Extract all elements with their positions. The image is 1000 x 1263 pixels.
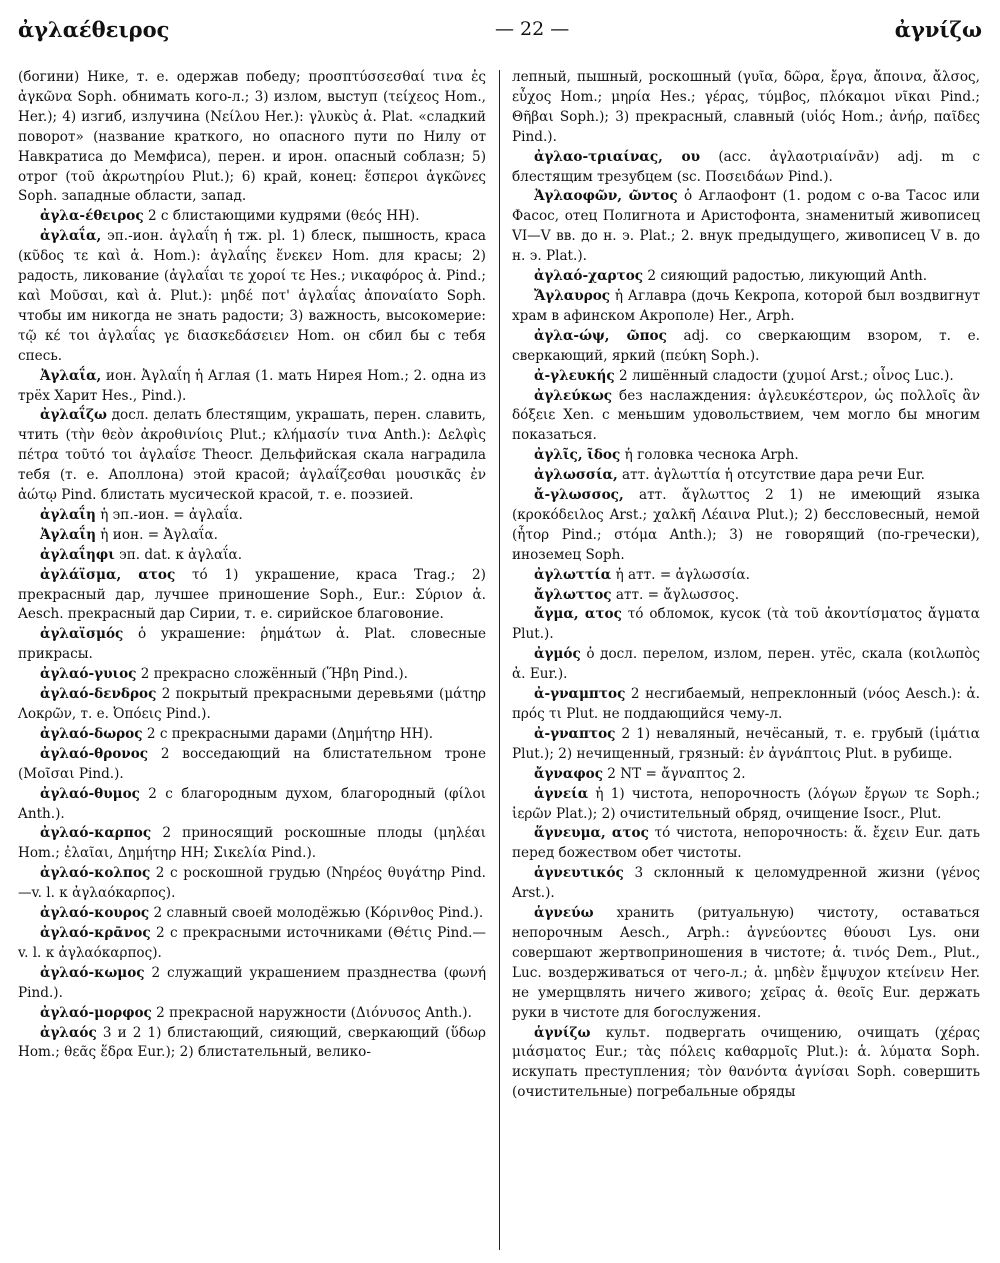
dictionary-entry [18,1004,486,1024]
dictionary-entry [512,685,980,725]
dictionary-entry [18,227,486,366]
headword: ἀγλαό-δωρος [40,725,143,742]
headword: ἀ-γναπτος [534,725,616,742]
headword: ἀγλαό-θρονος [40,745,149,762]
definition: adj. со сверкающим взором, т. е. сверкающий, яркий (πεύκη Soph.). [512,327,981,364]
headword: Ἀγλαΐη [40,526,96,543]
definition: ион. Ἀγλαΐη ἡ Аглая (1. мать Нирея Hom.; 2. одна из трёх Харит Hes., Pind.). [18,367,486,404]
headword: ἁγνευτικός [534,865,624,882]
dictionary-entry [512,466,980,486]
definition: 2 с прекрасными источниками (Θέτις Pind.—v. l. к ἀγλαόκαρπος). [18,924,486,961]
dictionary-entry [18,725,486,745]
dictionary-entry [512,645,980,685]
headword: ἁγνίζω [534,1024,591,1041]
definition: ὁ досл. перелом, излом, перен. утёс, скала (κοιλωπὸς ἀ. Eur.). [512,646,980,683]
headword: ἀγλαό-κωμος [40,964,145,981]
definition: ὁ украшение: ῥημάτων ἀ. Plat. словесные прикрасы. [18,626,486,663]
definition: без наслаждения: ἀγλευκέστερον, ὡς πολλοῖς ἂν δόξειε Xen. с меньшим удовольствием, чем могло бы многим показаться. [512,387,980,444]
headword: Ἀγλαοφῶν, ῶντος [534,188,678,205]
headword: ἀγλαό-κρᾱνος [40,924,151,941]
definition: (богини) Нике, т. е. одержав победу; προσπτύσσεσθαί τινα ἐς ἀγκῶνα Soph. обнимать кого-л.; 3) излом, выступ (τείχεος Hom., Her.); 4) изгиб, излучина (Νείλου Her.): γλυκὺς ἀ. Plat. «сладкий поворот» (название краткого, но опасного пути по Нилу от Навкратиса до Мемфиса), перен. и ирон. опасный соблазн; 5) отрог (τοῦ ἀκρωτηρίου Plut.); 6) край, конец: ἕσπεροι ἀγκῶνες Soph. западные области, запад. [18,69,486,205]
definition: 2 с благородным духом, благородный (φίλοι Anth.). [18,785,486,822]
dictionary-entry [512,486,980,566]
dictionary-entry [18,685,486,725]
headword: ἀγλα-ώψ, ῶπος [534,327,667,344]
dictionary-entry [18,864,486,904]
page-header [18,12,982,46]
definition: τό 1) украшение, краса Trag.; 2) прекрасный дар, лучшее приношение Soph., Eur.: Σύριον ἀ. Aesch. прекрасный дар Сирии, т. е. сирийское благовоние. [18,566,486,623]
definition: τό обломок, кусок (τὰ τοῦ ἀκοντίσματος ἄγματα Plut.). [512,606,980,643]
headword: ἀγλαΐζω [40,407,107,424]
dictionary-entry [18,1024,486,1064]
dictionary-entry [512,267,980,287]
definition: атт. ἄγλωττος 2 1) не имеющий языка (κροκόδειλος Arst.; χαλκῆ Λέαινα Plut.); 2) бессловесный, немой (ἦτορ Pind.; στόμα Anth.); 3) не говорящий (по-гречески), иноземец Soph. [512,487,980,563]
dictionary-entry [18,924,486,964]
dictionary-entry [18,68,486,207]
dictionary-entry [18,824,486,864]
definition: 2 прекрасной наружности (Διόνυσος Anth.). [151,1004,472,1021]
definition: атт. = ἄγλωσσος. [611,586,740,603]
dictionary-entry [512,187,980,267]
headword: ἀγλαϊσμός [40,626,124,643]
definition: досл. делать блестящим, украшать, перен. славить, чтить (τὴν θεὸν ἀκροθινίοις Plut.; κλήμασίν τινα Anth.): Δελφὶς πέτρα τοῦτό τοι ἀγλαΐσε Theocr. Дельфийская скала наградила тебя (т. е. Аполлона) этой красой; ἀγλαΐζεσθαι μουσικᾶς ἐν ἀώτῳ Pind. блистать мусической красой, т. е. поэзией. [18,407,486,504]
dictionary-entry [512,68,980,148]
dictionary-entry [18,406,486,506]
definition: лепный, пышный, роскошный (γυῖα, δῶρα, ἔργα, ἄποινα, ἄλσος, εὖχος Hom.; μηρία Hes.; γέρας, τύμβος, πλόκαμοι νῖκαι Pind.; Θῆβαι Soph.); 3) прекрасный, славный (υἱός Hom.; ἀνήρ, παῖδες Pind.). [512,69,980,145]
headword: ἀγλαό-κουρος [40,905,150,922]
headword: ἀγλαό-δενδρος [40,686,157,703]
dictionary-entry [512,367,980,387]
headword: ἀγλαΐηφι [40,546,115,563]
dictionary-entry [18,566,486,626]
definition: атт. ἀγλωττία ἡ отсутствие дара речи Eur. [617,467,925,484]
headword: ἅγνευμα, ατος [534,825,649,842]
right-column [512,68,980,1103]
headword: ἀγλαό-χαρτος [534,268,644,285]
definition: τό чистота, непорочность: ἅ. ἔχειν Eur. дать перед божеством обет чистоты. [512,825,980,862]
dictionary-entry [512,824,980,864]
definition: 2 лишённый сладости (χυμοί Arst.; οἶνος Luc.). [614,367,954,384]
headword: ἀγμός [534,646,581,663]
definition: 3 и 2 1) блистающий, сияющий, сверкающий (ὕδωρ Hom.; θεᾶς ἕδρα Eur.); 2) блистательный, велико- [18,1024,486,1061]
dictionary-entry [18,745,486,785]
headword: ἀγλαό-καρπος [40,825,152,842]
header-first-word: ἀγλαέθειρος [18,16,170,42]
dictionary-entry [512,287,980,327]
page-number: — 22 — [494,18,570,40]
dictionary-entry [18,546,486,566]
dictionary-entry [512,566,980,586]
definition: (acc. ἀγλαοτριαίνᾱν) adj. m с блестящим трезубцем (sc. Ποσειδάων Pind.). [512,148,980,185]
definition: 2 с роскошной грудью (Νηρέος θυγάτηρ Pind.—v. l. к ἀγλαόκαρπος). [18,865,486,902]
dictionary-entry [512,904,980,1023]
definition: ἡ 1) чистота, непорочность (λόγων ἔργων τε Soph.; ἱερῶν Plat.); 2) очистительный обряд, очищение Isocr., Plut. [512,785,980,822]
definition: 2 прекрасно сложённый (Ἥβη Pind.). [136,666,408,683]
headword: ἀγλαΐη [40,506,96,523]
header-last-word: ἀγνίζω [894,16,982,42]
headword: ἀγλαό-θυμος [40,785,140,802]
definition: ἡ атт. = ἀγλωσσία. [611,566,750,583]
dictionary-entry [18,367,486,407]
headword: ἀγλαό-γυιος [40,666,137,683]
dictionary-entry [512,605,980,645]
headword: ἀγλάϊσμα, ατος [40,566,176,583]
dictionary-entry [18,526,486,546]
headword: Ἄγλαυρος [534,287,611,304]
definition: 2 приносящий роскошные плоды (μηλέαι Hom.; ἐλαῖαι, Δημήτηρ HH; Σικελία Pind.). [18,825,486,862]
headword: ἄγναφος [534,765,603,782]
dictionary-entry [18,207,486,227]
definition: ἡ эп.-ион. = ἀγλαΐα. [95,506,243,523]
dictionary-entry [512,586,980,606]
definition: 2 несгибаемый, непреклонный (νόος Aesch.): ἀ. πρός τι Plut. не поддающийся чему-л. [512,686,980,722]
headword: ἀ-γναμπτος [534,686,626,703]
headword: ἀγλωττία [534,566,612,583]
headword: ἁγνεία [534,785,589,802]
definition: ἡ Аглавра (дочь Кекропа, которой был воздвигнут храм в афинском Акрополе) Her., Arph. [512,287,980,324]
dictionary-entry [512,387,980,447]
headword: ἀγλεύκως [534,387,613,404]
definition: эп. dat. к ἀγλαΐα. [114,546,243,563]
dictionary-entry [18,785,486,825]
definition: хранить (ритуальную) чистоту, оставаться непорочным Aesch., Arph.: ἁγνεύοντες θύουσι Lys. они совершают жертвоприношения в чистоте; ἁ. τινός Dem., Plut., Luc. воздерживаться от чего-л.; ἁ. μηδὲν ἔμψυχον κτείνειν Her. не умерщвлять ничего живого; χεῖρας ἁ. θεοῖς Eur. держать руки в чистоте для богослужения. [512,905,980,1021]
dictionary-entry [512,148,980,188]
dictionary-entry [512,327,980,367]
dictionary-entry [512,864,980,904]
definition: 2 славный своей молодёжью (Κόρινθος Pind.). [149,905,484,922]
column-divider [499,70,500,1250]
dictionary-entry [18,665,486,685]
definition: 2 1) неваляный, нечёсаный, т. е. грубый (ἱμάτια Plut.); 2) нечищенный, грязный: ἐν ἀγνάπτοις Plut. в рубище. [512,725,980,762]
definition: 2 с прекрасными дарами (Δημήτηρ HH). [142,725,434,742]
definition: 2 служащий украшением празднества (φωνή Pind.). [18,964,486,1001]
definition: 2 NT = ἄγναπτος 2. [602,765,746,782]
headword: ἀγλωσσία, [534,467,618,484]
headword: ἀγλαό-μορφος [40,1004,152,1021]
headword: ἀγλαό-κολπος [40,865,151,882]
dictionary-entry [512,446,980,466]
dictionary-entry [512,765,980,785]
headword: ἄ-γλωσσος, [534,487,624,504]
definition: 2 сияющий радостью, ликующий Anth. [643,268,928,285]
dictionary-entry [18,964,486,1004]
dictionary-entry [512,725,980,765]
headword: ἄγμα, ατος [534,606,622,623]
headword: ἀγλαο-τριαίνας, ου [534,148,701,165]
definition: 3 склонный к целомудренной жизни (γένος Arst.). [512,865,980,902]
headword: Ἀγλαΐα, [40,367,102,384]
definition: культ. подвергать очищению, очищать (χέρας μιάσματος Eur.; τὰς πόλεις καθαρμοῖς Plut.): ἁ. λύματα Soph. искупать преступления; τὸν θανόντα ἁγνίσαι Soph. совершить (очистительные) погребальные обряды [512,1024,980,1101]
dictionary-entry [512,785,980,825]
definition: 2 с блистающими кудрями (θεός HH). [143,208,420,225]
dictionary-entry [18,904,486,924]
definition: 2 восседающий на блистательном троне (Μοῖσαι Pind.). [18,745,486,782]
definition: эп.-ион. ἀγλαΐη ἡ тж. pl. 1) блеск, пышность, краса (κῦδος τε καὶ ἀ. Hom.): ἀγλαΐης ἕνεκεν Hom. для красы; 2) радость, ликование (ἀγλαΐαι τε χοροί τε Hes.; νικαφόρος ἀ. Pind.; καὶ Μοῦσαι, καὶ ἀ. Plut.): μηδέ ποτ' ἀγλαΐας ἀποναίατο Soph. чтобы им никогда не знать радости; 3) важность, высокомерие: τῷ κέ τοι ἀγλαΐας γε διασκεδάσειεν Hom. он сбил бы с тебя спесь. [18,228,486,364]
definition: ἡ ион. = Ἀγλαΐα. [95,526,218,543]
headword: ἀγλαός [40,1024,97,1041]
dictionary-entry [18,625,486,665]
headword: ἁγνεύω [534,905,594,922]
headword: ἀγλῖς, ῖδος [534,447,621,464]
definition: 2 покрытый прекрасными деревьями (μάτηρ Λοκρῶν, т. е. Ὀπόεις Pind.). [18,686,486,722]
headword: ἀ-γλευκής [534,367,615,384]
dictionary-entry [18,506,486,526]
headword: ἀγλα-έθειρος [40,208,144,225]
definition: ὁ Аглаофонт (1. родом с о-ва Тасос или Фасос, отец Полигнота и Аристофонта, знаменитый живописец VI—V вв. до н. э. Plat.; 2. внук предыдущего, живописец V в. до н. э. Plat.). [512,188,980,265]
dictionary-entry [512,1024,980,1104]
headword: ἀγλαΐα, [40,228,102,245]
headword: ἄγλωττος [534,586,612,603]
definition: ἡ головка чеснока Arph. [620,447,799,464]
left-column [18,68,486,1063]
